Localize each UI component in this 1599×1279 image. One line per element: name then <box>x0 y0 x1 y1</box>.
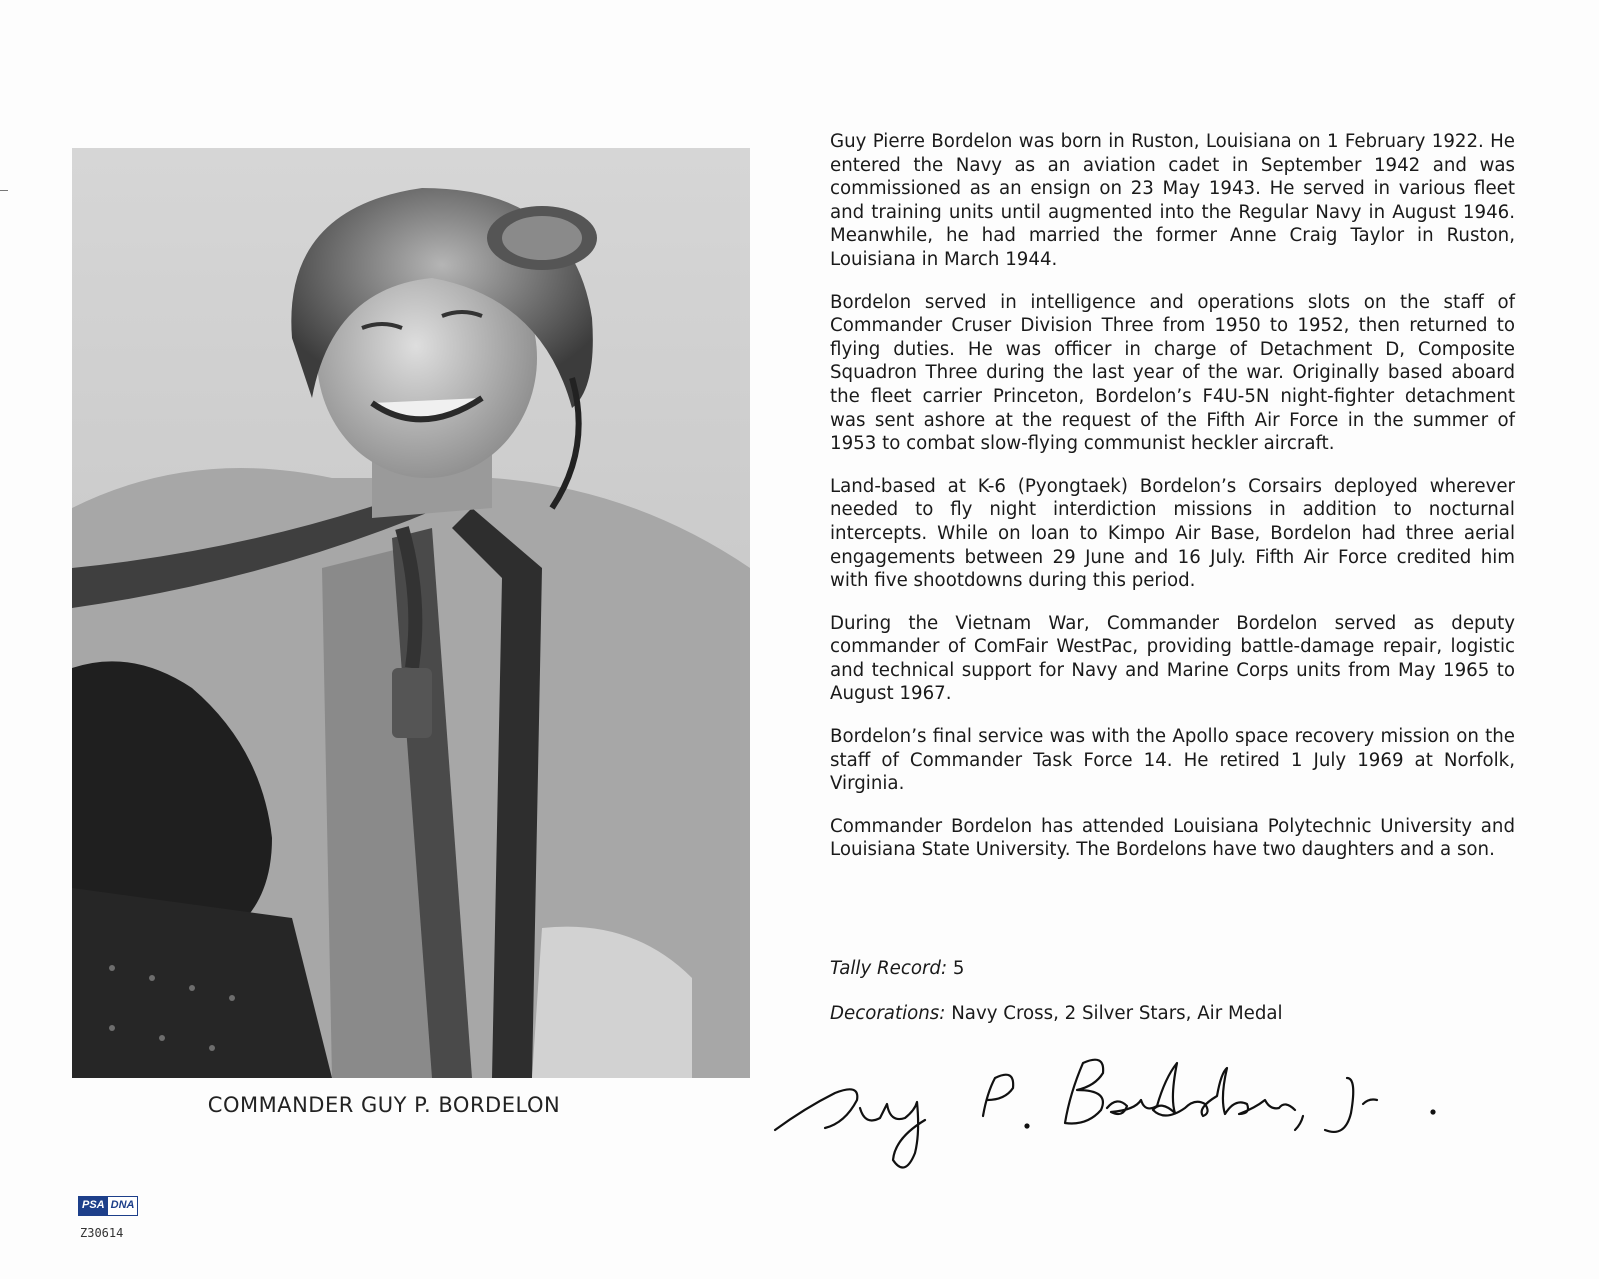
bio-paragraph: During the Vietnam War, Commander Bordelon served as deputy commander of ComFair WestPac, providing battle-damage repair, logistic and technical support for Navy and Marine Corps units from May 1965 to August 1967. <box>830 612 1515 705</box>
photo-caption: COMMANDER GUY P. BORDELON <box>207 1093 561 1117</box>
psa-dna-sticker <box>78 1196 190 1244</box>
tally-label: Tally Record: <box>830 958 948 979</box>
crop-mark <box>0 190 8 191</box>
pilot-portrait-photo <box>72 148 750 1078</box>
bio-paragraph: Guy Pierre Bordelon was born in Ruston, Louisiana on 1 February 1922. He entered the Navy as an aviation cadet in September 1942 and was commissioned as an ensign on 23 May 1943. He served in various fleet and training units until augmented into the Regular Navy in August 1946. Meanwhile, he had married the former Anne Craig Taylor in Ruston, Louisiana in March 1944. <box>830 131 1515 270</box>
decorations-value: Navy Cross, 2 Silver Stars, Air Medal <box>951 1003 1283 1024</box>
bio-paragraph: Commander Bordelon has attended Louisiana Polytechnic University and Louisiana State University. The Bordelons have two daughters and a son. <box>830 815 1515 861</box>
psa-dna-logo <box>78 1196 138 1216</box>
decorations <box>830 1002 1515 1026</box>
decorations-label: Decorations: <box>830 1003 946 1024</box>
psa-logo-text: PSA <box>79 1197 108 1215</box>
dna-logo-text: DNA <box>108 1197 138 1215</box>
handwritten-signature <box>765 1038 1485 1178</box>
bio-paragraph: Land-based at K-6 (Pyongtaek) Bordelon’s Corsairs deployed wherever needed to fly night interdiction missions in addition to nocturnal intercepts. While on loan to Kimpo Air Base, Bordelon had three aerial engagements between 29 June and 16 July. Fifth Air Force credited him with five shootdowns during this period. <box>830 475 1515 592</box>
bio-paragraph: Bordelon’s final service was with the Apollo space recovery mission on the staff of Commander Task Force 14. He retired 1 July 1969 at Norfolk, Virginia. <box>830 726 1515 795</box>
authentication-serial: Z30614 <box>80 1226 124 1240</box>
tally-record <box>830 957 1515 981</box>
bio-paragraph: Bordelon served in intelligence and operations slots on the staff of Commander Cruser Division Three from 1950 to 1952, then returned to flying duties. He was officer in charge of Detachment D, Composite Squadron Three during the last year of the war. Originally based aboard the fleet carrier Princeton, Bordelon’s F4U-5N night-fighter detachment was sent ashore at the request of the Fifth Air Force in the summer of 1953 to combat slow-flying communist heckler aircraft. <box>830 291 1515 455</box>
tally-value: 5 <box>952 958 965 979</box>
biography-text <box>830 130 1515 1024</box>
